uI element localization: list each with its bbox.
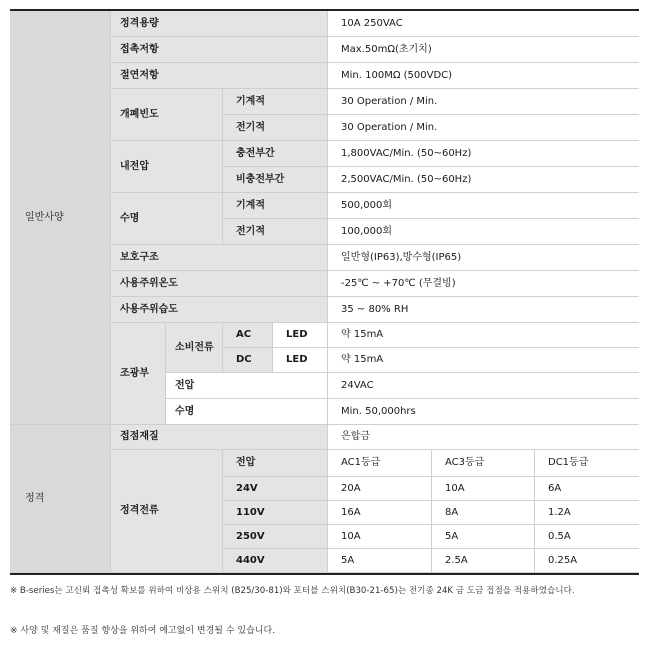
sub-label-life-mechanical: 기계적 (223, 193, 328, 219)
row-label-contact-resistance: 접촉저항 (111, 37, 328, 63)
current-lamp-dc: LED (273, 348, 328, 373)
row-value-contact-material: 은합금 (328, 425, 639, 450)
row-label-withstand-voltage: 내전압 (111, 141, 223, 193)
rated-current-ac1: 20A (328, 477, 432, 501)
row-value-protection: 일반형(IP63),방수형(IP65) (328, 245, 639, 271)
row-value-switching-electrical: 30 Operation / Min. (328, 115, 639, 141)
row-label-rated-current: 정격전류 (111, 450, 223, 573)
sub-label-illumination-life: 수명 (166, 399, 328, 425)
row-label-protection: 보호구조 (111, 245, 328, 271)
row-value-switching-mechanical: 30 Operation / Min. (328, 89, 639, 115)
group-label-general: 일반사양 (10, 11, 111, 425)
current-lamp-ac: LED (273, 323, 328, 348)
row-label-ambient-temperature: 사용주위온도 (111, 271, 328, 297)
row-value-withstand-non-charged: 2,500VAC/Min. (50~60Hz) (328, 167, 639, 193)
rated-current-header-ac1: AC1등급 (328, 450, 432, 477)
row-value-insulation-resistance: Min. 100MΩ (500VDC) (328, 63, 639, 89)
rated-current-voltage: 440V (223, 549, 328, 573)
rated-current-ac3: 8A (432, 501, 535, 525)
row-label-life: 수명 (111, 193, 223, 245)
sub-label-charged: 충전부간 (223, 141, 328, 167)
rated-current-ac3: 2.5A (432, 549, 535, 573)
rated-current-voltage: 24V (223, 477, 328, 501)
row-label-ambient-humidity: 사용주위습도 (111, 297, 328, 323)
row-value-illumination-life: Min. 50,000hrs (328, 399, 639, 425)
rated-current-header-dc1: DC1등급 (535, 450, 639, 477)
row-value-rated-capacity: 10A 250VAC (328, 11, 639, 37)
rated-current-header-ac3: AC3등급 (432, 450, 535, 477)
row-label-insulation-resistance: 절연저항 (111, 63, 328, 89)
row-value-life-electrical: 100,000회 (328, 219, 639, 245)
current-type-dc: DC (223, 348, 273, 373)
rated-current-ac1: 16A (328, 501, 432, 525)
row-label-rated-capacity: 정격용량 (111, 11, 328, 37)
current-type-ac: AC (223, 323, 273, 348)
rated-current-header-voltage: 전압 (223, 450, 328, 477)
row-value-illumination-voltage: 24VAC (328, 373, 639, 399)
rated-current-dc1: 6A (535, 477, 639, 501)
rated-current-ac3: 10A (432, 477, 535, 501)
table-bottom-rule (10, 573, 639, 575)
rated-current-dc1: 1.2A (535, 501, 639, 525)
sub-label-life-electrical: 전기적 (223, 219, 328, 245)
rated-current-ac1: 10A (328, 525, 432, 549)
sub-label-mechanical: 기계적 (223, 89, 328, 115)
row-value-life-mechanical: 500,000회 (328, 193, 639, 219)
row-label-illumination: 조광부 (111, 323, 166, 425)
rated-current-voltage: 250V (223, 525, 328, 549)
row-value-current-dc: 약 15mA (328, 348, 639, 373)
footnote-spec-change: ※ 사양 및 재질은 품질 향상을 위하여 예고없이 변경될 수 있습니다. (10, 626, 276, 636)
sub-label-electrical: 전기적 (223, 115, 328, 141)
rated-current-voltage: 110V (223, 501, 328, 525)
row-value-ambient-humidity: 35 ~ 80% RH (328, 297, 639, 323)
sub-label-non-charged: 비충전부간 (223, 167, 328, 193)
sub-label-current: 소비전류 (166, 323, 223, 373)
row-label-contact-material: 접점재질 (111, 425, 328, 450)
rated-current-dc1: 0.25A (535, 549, 639, 573)
sub-label-voltage: 전압 (166, 373, 328, 399)
row-value-contact-resistance: Max.50mΩ(초기치) (328, 37, 639, 63)
rated-current-dc1: 0.5A (535, 525, 639, 549)
group-label-rating: 정격 (10, 425, 111, 573)
row-label-switching-frequency: 개폐빈도 (111, 89, 223, 141)
rated-current-ac1: 5A (328, 549, 432, 573)
row-value-withstand-charged: 1,800VAC/Min. (50~60Hz) (328, 141, 639, 167)
row-value-current-ac: 약 15mA (328, 323, 639, 348)
footnote-gold-contact: ※ B-series는 고신뢰 접촉성 확보를 위하여 비상용 스위치 (B25/30-81)와 포터블 스위치(B30-21-65)는 전기종 24K 금 도금 접점을 적용하였습니다. (10, 586, 575, 596)
rated-current-ac3: 5A (432, 525, 535, 549)
row-value-ambient-temperature: -25℃ ~ +70℃ (무결빙) (328, 271, 639, 297)
